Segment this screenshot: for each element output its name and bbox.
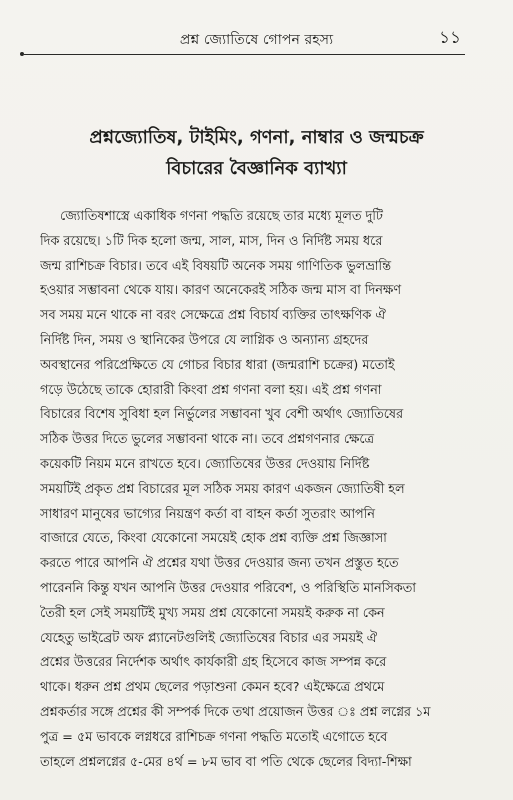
body-line: তৈরী হল সেই সময়টিই মুখ্য সময় প্রশ্ন যেকোনো সময়ই করুক না কেন xyxy=(40,605,385,621)
body-line: জ্যোতিষশাস্ত্রে একাধিক গণনা পদ্ধতি রয়েছে তার মধ্যে মূলত দুটি xyxy=(60,209,383,224)
body-line: সব সময় মনে থাকে না বরং সেক্ষেত্রে প্রশ্ন বিচার্য ব্যক্তির তাৎক্ষণিক ঐ xyxy=(40,308,386,324)
page-number: ১১ xyxy=(438,28,461,48)
chapter-title-line: প্রশ্নজ্যোতিষ, টাইমিং, গণনা, নাম্বার ও জন্মচক্র xyxy=(89,127,424,148)
chapter-title xyxy=(20,122,493,184)
body-line: প্রশ্নের উত্তরের নির্দেশক অর্থাৎ কার্যকারী গ্রহ হিসেবে কাজ সম্পন্ন করে xyxy=(40,655,387,671)
body-line: করতে পারে আপনি ঐ প্রশ্নের যথা উত্তর দেওয়ার জন্য তখন প্রস্তুত হতে xyxy=(40,556,399,572)
body-line: সাধারণ মানুষের ভাগ্যের নিয়ন্ত্রণ কর্তা বা বাহন কর্তা সুতরাং আপনি xyxy=(40,506,375,522)
body-line: হওয়ার সম্ভাবনা থেকে যায়। কারণ অনেকেরই সঠিক জন্ম মাস বা দিনক্ষণ xyxy=(40,283,401,299)
running-head xyxy=(0,8,513,46)
body-line: প্রশ্নকর্তার সঙ্গে প্রশ্নের কী সম্পর্ক দিকে তথা প্রয়োজন উত্তর ঃ প্রশ্ন লগ্নের ১ম xyxy=(40,704,431,720)
body-line: সঠিক উত্তর দিতে ভুলের সম্ভাবনা থাকে না। তবে প্রশ্নগণনার ক্ষেত্রে xyxy=(40,432,374,448)
body-line: গড়ে উঠেছে তাকে হোরারী কিংবা প্রশ্ন গণনা বলা হয়। এই প্রশ্ন গণনা xyxy=(40,382,382,398)
body-line: পুত্র = ৫ম ভাবকে লগ্নধরে রাশিচক্র গণনা পদ্ধতি মতোই এগোতে হবে xyxy=(40,729,388,745)
body-line: সময়টিই প্রকৃত প্রশ্ন বিচারের মূল সঠিক সময় কারণ একজন জ্যোতিষী হল xyxy=(40,481,405,497)
chapter-title-line: বিচারের বৈজ্ঞানিক ব্যাখ্যা xyxy=(166,158,347,179)
body-line: দিক রয়েছে। ১টি দিক হলো জন্ম, সাল, মাস, দিন ও নির্দিষ্ট সময় ধরে xyxy=(40,233,383,249)
body-line: অবস্থানের পরিপ্রেক্ষিতে যে গোচর বিচার ধারা (জন্মরাশি চক্রের) মতোই xyxy=(40,357,395,373)
body-line: পারেননি কিন্তু যখন আপনি উত্তর দেওয়ার পরিবেশ, ও পরিস্থিতি মানসিকতা xyxy=(40,580,416,596)
body-line: জন্ম রাশিচক্র বিচার। তবে এই বিষয়টি অনেক সময় গাণিতিক ভুলভ্রান্তি xyxy=(40,258,391,274)
body-line: যেহেতু ভাইব্রেট অফ প্ল্যানেটগুলিই জ্যোতিষের বিচার এর সময়ই ঐ xyxy=(40,630,378,646)
running-head-title: প্রশ্ন জ্যোতিষে গোপন রহস্য xyxy=(179,32,334,48)
body-line: তাহলে প্রশ্নলগ্নের ৫-মের ৪র্থ = ৮ম ভাব বা পতি থেকে ছেলের বিদ্যা-শিক্ষা xyxy=(40,754,412,770)
body-line: থাকে। ধরুন প্রশ্ন প্রথম ছেলের পড়াশুনা কেমন হবে? এইক্ষেত্রে প্রথমে xyxy=(40,680,385,696)
body-line: বিচারের বিশেষ সুবিধা হল নির্ভুলের সম্ভাবনা খুব বেশী অর্থাৎ জ্যোতিষের xyxy=(40,407,404,423)
body-line: কয়েকটি নিয়ম মনে রাখতে হবে। জ্যোতিষের উত্তর দেওয়ায় নির্দিষ্ট xyxy=(40,456,370,472)
body-line: বাজারে যেতে, কিংবা যেকোনো সময়েই হোক প্রশ্ন ব্যক্তি প্রশ্ন জিজ্ঞাসা xyxy=(40,531,387,547)
body-paragraph xyxy=(40,205,481,775)
header-rule xyxy=(24,54,465,55)
body-line: নির্দিষ্ট দিন, সময় ও স্থানিকের উপরে যে লাগ্নিক ও অন্যান্য গ্রহদের xyxy=(40,332,369,348)
